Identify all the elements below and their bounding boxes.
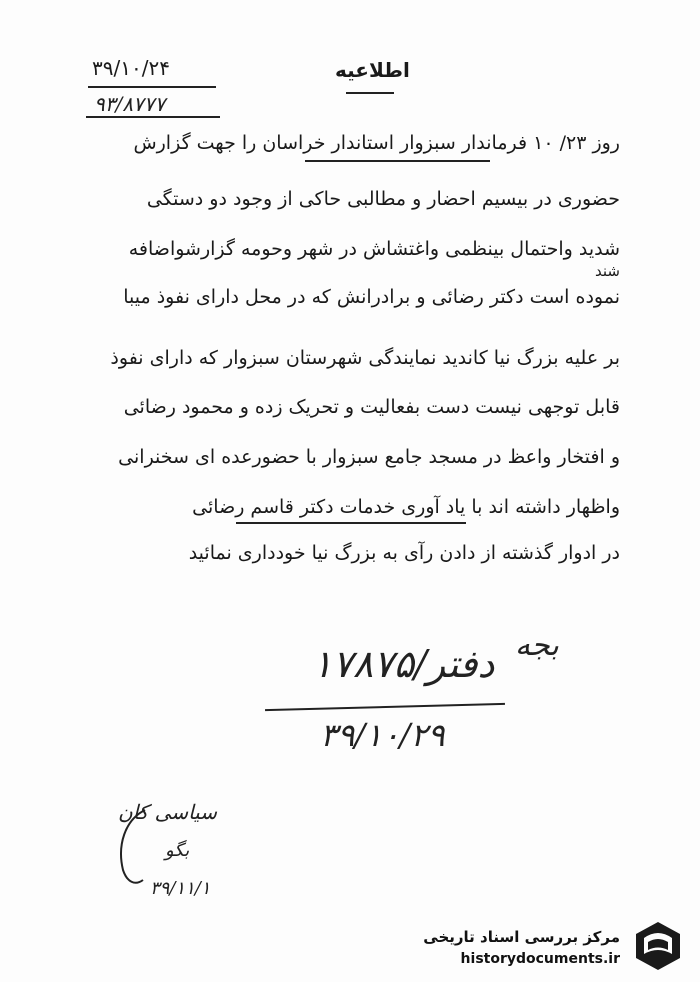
title-underline: [346, 92, 394, 94]
handwritten-scribble: [105, 800, 165, 890]
watermark-name: مرکز بررسی اسناد تاریخی: [423, 928, 620, 946]
handwritten-note-date: ۳۹/۱۱/۱: [150, 878, 211, 899]
body-line-2: حضوری در بیسیم احضار و مطالبی حاکی از وجود دو دستگی: [146, 188, 620, 210]
document-date: ۳۹/۱۰/۲۴: [92, 56, 170, 80]
body-line-8: واظهار داشته اند با یاد آوری خدمات دکتر قاسم رضائی: [192, 496, 620, 518]
register-underline: [265, 703, 505, 711]
ref-underline: [86, 116, 220, 118]
body-line-5: بر علیه بزرگ نیا کاندید نمایندگی شهرستان سبزوار که دارای نفوذ: [110, 347, 620, 369]
body-line-4: نموده است دکتر رضائی و برادرانش که در محل دارای نفوذ میبا: [123, 286, 620, 308]
body-line-7: و افتخار واعظ در مسجد جامع سبزوار با حضورعده ای سخنرانی: [118, 446, 620, 468]
body-line-3-insert: شند: [595, 262, 620, 280]
handwritten-register-date: ۳۹/۱۰/۲۹: [320, 716, 445, 754]
archive-logo-icon: [630, 918, 686, 974]
watermark-url: historydocuments.ir: [460, 951, 620, 967]
body-line-1: روز ۲۳/ ۱۰ فرماندار سبزوار استاندار خراسان را جهت گزارش: [133, 132, 620, 154]
date-underline: [88, 86, 216, 88]
document-reference-number: ۹۳/۸۷۷۷: [94, 92, 166, 116]
handwritten-register-number: ۱۷۸۷۵/دفتر: [312, 642, 495, 686]
body-line-6: قابل توجهی نیست دست بفعالیت و تحریک زده و محمود رضائی: [123, 396, 620, 418]
body-line-8-underline: [236, 522, 466, 524]
handwritten-note: سیاسی کان: [118, 800, 217, 824]
body-line-9: در ادوار گذشته از دادن رآی به بزرگ نیا خودداری نمائید: [188, 542, 620, 564]
body-line-3: شدید واحتمال بینظمی واغتشاش در شهر وحومه گزارشواضافه: [128, 238, 620, 260]
document-title: اطلاعیه: [335, 58, 410, 82]
handwritten-note-line2: بگو: [165, 840, 190, 861]
handwritten-mark: بجه: [515, 628, 559, 663]
body-line-1-underline: [305, 160, 490, 162]
